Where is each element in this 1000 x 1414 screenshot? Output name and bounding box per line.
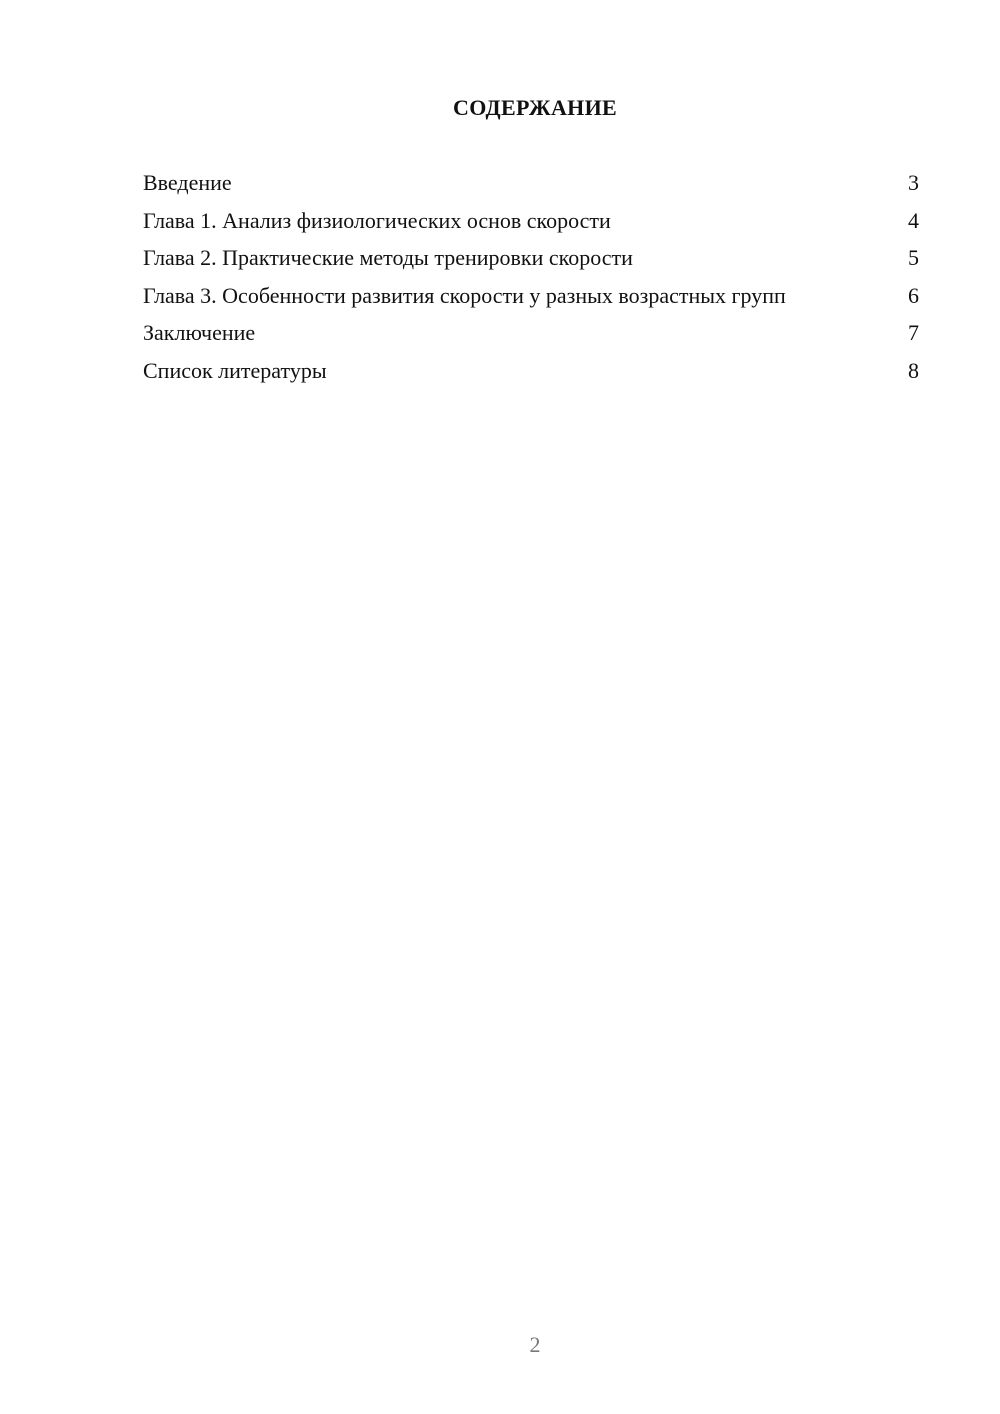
- toc-entry-chapter-3: [143, 282, 919, 309]
- toc-entry-chapter-1: [143, 207, 919, 234]
- toc-entry-label: Глава 1. Анализ физиологических основ скорости: [143, 207, 611, 233]
- toc-entry-page: 6: [908, 282, 919, 308]
- table-of-contents: [143, 169, 919, 394]
- toc-entry-page: 7: [908, 320, 919, 345]
- page-number: 2: [529, 1332, 541, 1357]
- toc-entry-page: 8: [908, 357, 919, 383]
- toc-entry-label: Введение: [143, 170, 232, 195]
- toc-entry-label: Заключение: [143, 320, 256, 345]
- toc-entry-conclusion: [143, 319, 919, 346]
- toc-entry-label: Список литературы: [143, 357, 327, 383]
- page-title: СОДЕРЖАНИЕ: [453, 95, 617, 120]
- toc-entry-page: 5: [908, 245, 919, 270]
- toc-entry-label: Глава 3. Особенности развития скорости у разных возрастных групп: [143, 282, 786, 308]
- toc-entry-chapter-2: [143, 244, 919, 271]
- toc-entry-references: [143, 357, 919, 384]
- toc-entry-page: 4: [908, 207, 919, 233]
- toc-entry-introduction: [143, 169, 919, 196]
- toc-entry-page: 3: [908, 170, 919, 195]
- toc-entry-label: Глава 2. Практические методы тренировки скорости: [143, 245, 633, 270]
